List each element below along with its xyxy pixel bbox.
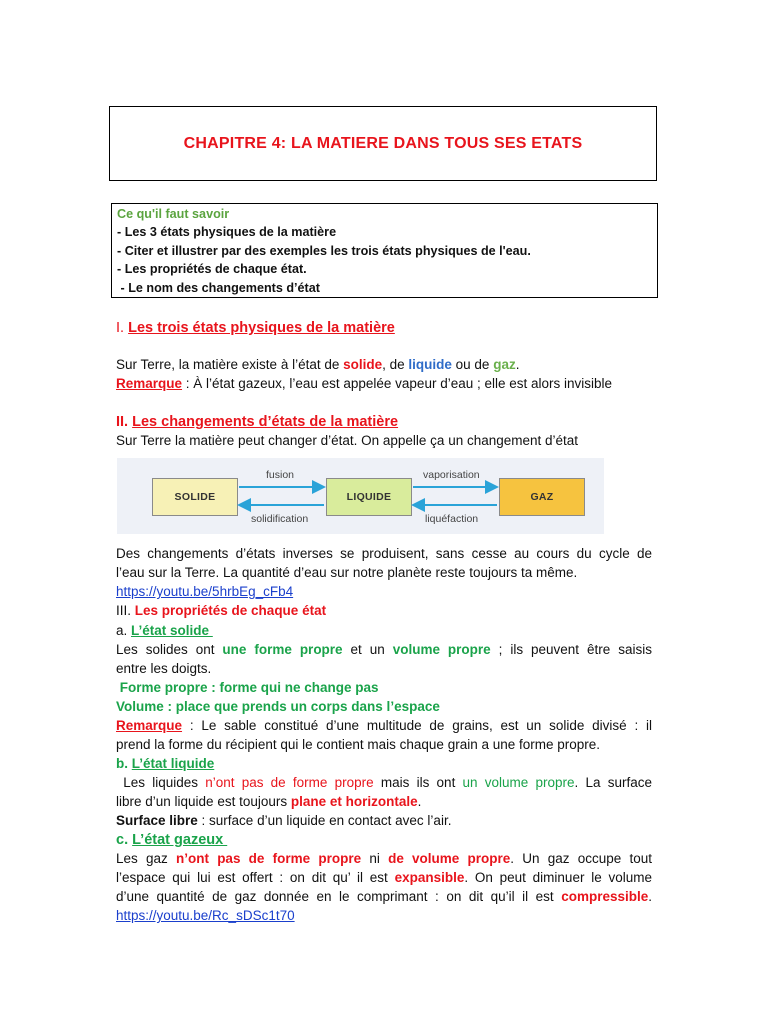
subsection-b-heading xyxy=(116,754,652,773)
text-run: l’espace qui lui est offert : on dit qu’ il est xyxy=(116,870,395,885)
definition-forme-propre xyxy=(116,678,652,697)
text-run: Les solides ont xyxy=(116,642,223,657)
chapter-title-box xyxy=(109,106,657,181)
text-run: . xyxy=(648,889,652,904)
learning-goal-item: - Les 3 états physiques de la matière xyxy=(117,225,337,240)
cycle-paragraph-line-2: l’eau sur la Terre. La quantité d’eau sur notre planète reste toujours ta même. xyxy=(116,565,578,580)
chapter-title: CHAPITRE 4: LA MATIERE DANS TOUS SES ETATS xyxy=(183,134,583,152)
liquefaction-label: liquéfaction xyxy=(425,513,479,525)
section-1-paragraph xyxy=(116,355,652,374)
text-run: ; ils peuvent être saisis xyxy=(490,642,652,657)
keyword-no-volume-propre: de volume propre xyxy=(388,851,511,866)
keyword-forme-propre: une forme propre xyxy=(222,642,343,657)
learning-goals-box xyxy=(111,203,658,298)
state-liquide-label: LIQUIDE xyxy=(346,491,392,503)
section-1-number: I. xyxy=(116,320,129,336)
keyword-no-forme-propre: n’ont pas de forme propre xyxy=(205,775,374,790)
keyword-volume-propre: volume propre xyxy=(392,642,491,657)
section-3-title: Les propriétés de chaque état xyxy=(134,603,327,618)
section-2-intro: Sur Terre la matière peut changer d’état. On appelle ça un changement d’état xyxy=(116,433,579,448)
text-run: d’une quantité de gaz donnée en le comprimant : on dit qu’il il est xyxy=(116,889,562,904)
section-2-number: II. xyxy=(116,414,133,430)
solid-remark-line-2: prend la forme du récipient qui le contient mais chaque grain a une forme propre. xyxy=(116,737,601,752)
text-run: . La surface xyxy=(574,775,653,790)
section-3-number: III. xyxy=(116,603,135,618)
text-run: ni xyxy=(361,851,389,866)
video-link-1-row xyxy=(116,582,652,601)
text-run: ou de xyxy=(451,357,494,372)
section-2-title: Les changements d’états de la matière xyxy=(132,414,399,430)
surface-libre-text: : surface d’un liquide en contact avec l’air. xyxy=(197,813,452,828)
gas-paragraph-line-2 xyxy=(116,868,652,887)
keyword-solide: solide xyxy=(343,357,383,372)
keyword-expansible: expansible xyxy=(394,870,465,885)
text-run: Les gaz xyxy=(116,851,176,866)
keyword-volume-propre: un volume propre xyxy=(462,775,575,790)
remark-label: Remarque xyxy=(116,718,183,733)
learning-goal-item: - Les propriétés de chaque état. xyxy=(117,262,307,277)
solid-paragraph-line-2: entre les doigts. xyxy=(116,661,212,676)
liquid-paragraph-line-1 xyxy=(116,773,652,792)
section-2-heading xyxy=(116,412,652,432)
text-run: et un xyxy=(342,642,393,657)
gas-paragraph-line-1 xyxy=(116,849,652,868)
definition-forme-text: Forme propre : forme qui ne change pas xyxy=(116,680,379,695)
text-run: . On peut diminuer le volume xyxy=(464,870,653,885)
text-run: . xyxy=(417,794,422,809)
solidification-label: solidification xyxy=(251,513,309,525)
text-run: . Un gaz occupe tout xyxy=(510,851,652,866)
solid-remark-line-1 xyxy=(116,716,652,735)
section-3-heading xyxy=(116,601,652,620)
fusion-label: fusion xyxy=(266,469,295,481)
diagram-arrows xyxy=(117,458,604,534)
remark-label: Remarque xyxy=(116,376,183,391)
subsection-c-heading xyxy=(116,830,652,850)
subsection-c-letter: c. xyxy=(116,832,133,848)
text-run: mais ils ont xyxy=(373,775,463,790)
section-1-remark xyxy=(116,374,652,393)
definition-volume xyxy=(116,697,652,716)
text-run: Les liquides xyxy=(116,775,206,790)
liquid-paragraph-line-2 xyxy=(116,792,652,811)
video-link-2-row xyxy=(116,906,652,925)
section-1-title: Les trois états physiques de la matière xyxy=(128,320,395,336)
definition-volume-label: Volume xyxy=(116,699,164,714)
subsection-b-title: L’état liquide xyxy=(131,756,215,771)
remark-text: : Le sable constitué d’une multitude de grains, est un solide divisé : il xyxy=(182,718,652,733)
learning-goal-item: - Citer et illustrer par des exemples les trois états physiques de l'eau. xyxy=(117,243,531,258)
definition-surface-libre xyxy=(116,811,652,830)
keyword-plane-horizontale: plane et horizontale xyxy=(290,794,418,809)
text-run: , de xyxy=(382,357,409,372)
text-run: libre d’un liquide est toujours xyxy=(116,794,291,809)
subsection-a-title: L’état solide xyxy=(131,623,213,638)
text-run: . xyxy=(515,357,520,372)
solid-paragraph-line-1 xyxy=(116,640,652,659)
video-link-1[interactable]: https://youtu.be/5hrbEg_cFb4 xyxy=(116,584,294,599)
subsection-b-letter: b. xyxy=(116,756,132,771)
subsection-a-heading xyxy=(116,621,652,640)
text-run: Sur Terre, la matière existe à l’état de xyxy=(116,357,344,372)
subsection-c-title: L’état gazeux xyxy=(132,832,228,848)
vaporisation-label: vaporisation xyxy=(423,469,480,481)
cycle-paragraph-line-1: Des changements d’états inverses se produisent, sans cesse au cours du cycle de xyxy=(116,546,652,561)
state-change-diagram xyxy=(117,458,604,534)
keyword-no-forme-propre: n’ont pas de forme propre xyxy=(175,851,362,866)
keyword-liquide: liquide xyxy=(408,357,452,372)
keyword-compressible: compressible xyxy=(561,889,649,904)
surface-libre-label: Surface libre xyxy=(116,813,198,828)
state-solide-label: SOLIDE xyxy=(174,491,216,503)
learning-goal-item: - Le nom des changements d’état xyxy=(117,280,320,295)
definition-volume-text: : place que prends un corps dans l’espace xyxy=(163,699,440,714)
section-1-heading xyxy=(116,318,652,338)
remark-text: : À l’état gazeux, l’eau est appelée vapeur d’eau ; elle est alors invisible xyxy=(182,376,613,391)
keyword-gaz: gaz xyxy=(493,357,516,372)
subsection-a-letter: a. xyxy=(116,623,132,638)
learning-goals-heading: Ce qu'il faut savoir xyxy=(117,207,230,221)
gas-paragraph-line-3 xyxy=(116,887,652,906)
video-link-2[interactable]: https://youtu.be/Rc_sDSc1t70 xyxy=(116,908,295,923)
state-gaz-label: GAZ xyxy=(530,491,554,503)
